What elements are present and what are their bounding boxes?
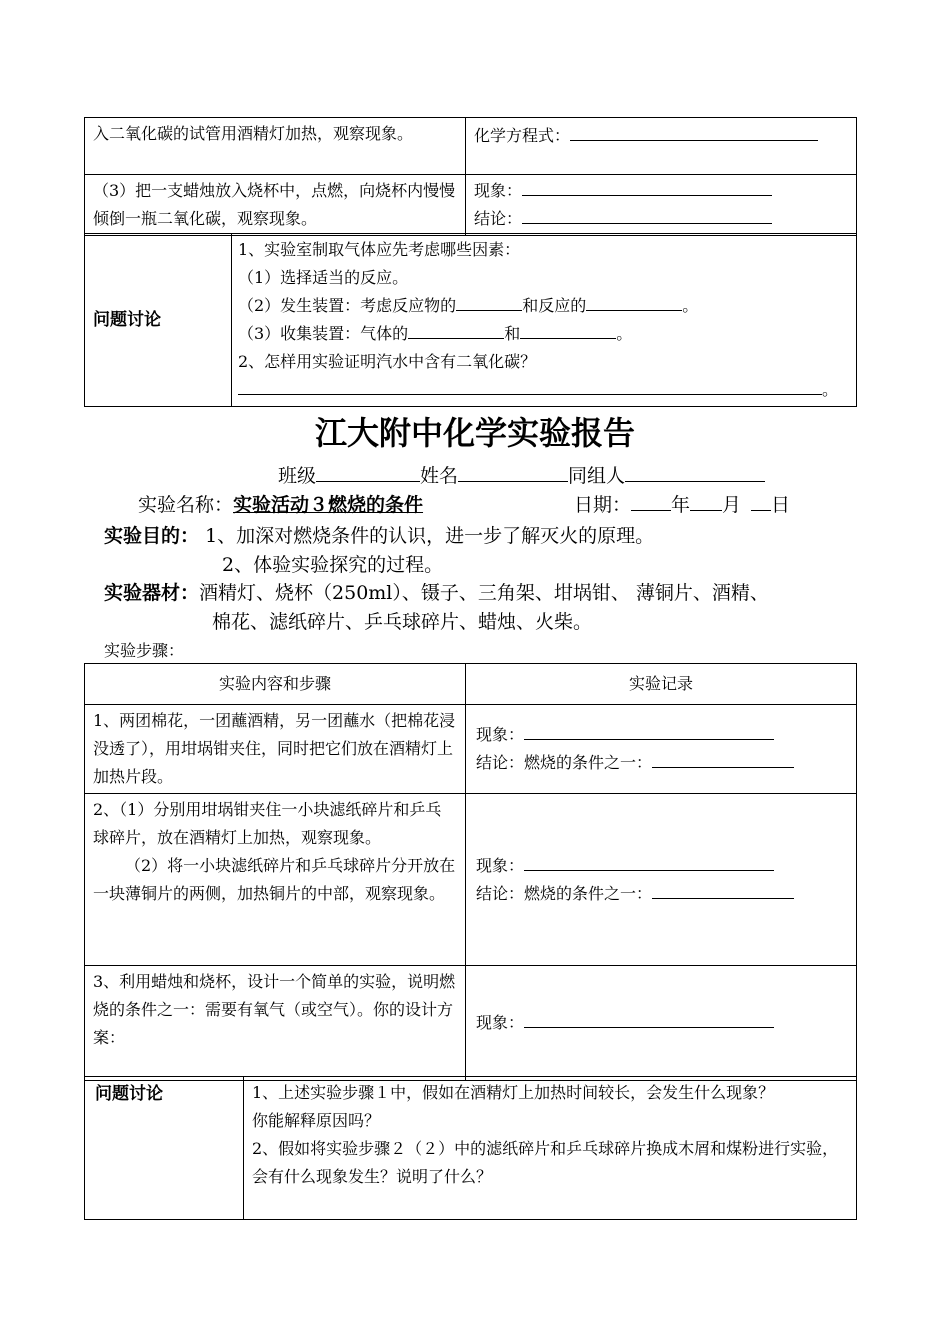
top-row2-right: 现象： 结论：	[466, 175, 857, 236]
report-title: 江大附中化学实验报告	[314, 414, 635, 452]
step2-content: 2、（1）分别用坩埚钳夹住一小块滤纸碎片和乒乓球碎片，放在酒精灯上加热，观察现象。 （2）将一小块滤纸碎片和乒乓球碎片分开放在一块薄铜片的两侧，加热铜片的中部，观察现象。	[85, 794, 466, 966]
top-discussion-label-cell	[85, 234, 232, 407]
purpose-item-1: 1、加深对燃烧条件的认识，进一步了解灭火的原理。	[205, 525, 655, 547]
steps-discussion-label-cell	[85, 1077, 244, 1220]
step1-content: 1、两团棉花，一团蘸酒精，另一团蘸水（把棉花浸没透了），用坩埚钳夹住，同时把它们放在酒精灯上加热片段。	[85, 705, 466, 794]
steps-table	[84, 663, 857, 1081]
discussion-label: 问题讨论	[93, 310, 161, 330]
class-input[interactable]	[316, 463, 420, 482]
reactant-blank[interactable]	[456, 292, 522, 311]
equipment-section	[104, 579, 769, 608]
step2-conclusion-blank[interactable]	[652, 880, 794, 899]
step1-phenomenon-blank[interactable]	[524, 721, 774, 740]
month-input[interactable]	[690, 492, 722, 511]
top-discussion-content: 1、实验室制取气体应先考虑哪些因素： （1）选择适当的反应。 （2）发生装置：考虑反应物的 和反应的 。 （3）收集装置：气体的 和 。 2、怎样用实验证明汽水中含有二氧化碳？ 。	[232, 234, 857, 407]
equipment-label: 实验器材：	[104, 582, 200, 604]
conclusion-blank[interactable]	[522, 205, 772, 224]
student-info-row: 班级 姓名 同组人	[278, 462, 765, 490]
top-continuation-table	[84, 117, 857, 236]
step3-record: 现象：	[466, 966, 857, 1081]
step3-phenomenon-blank[interactable]	[524, 1009, 774, 1028]
name-input[interactable]	[458, 463, 568, 482]
step3-content: 3、利用蜡烛和烧杯，设计一个简单的实验，说明燃烧的条件之一：需要有氧气（或空气）。你的设计方案：	[85, 966, 466, 1081]
year-input[interactable]	[631, 492, 671, 511]
top-row1-right: 化学方程式：	[466, 118, 857, 175]
steps-discussion-content: 1、上述实验步骤１中，假如在酒精灯上加热时间较长，会发生什么现象？ 你能解释原因吗？ 2、假如将实验步骤２（２）中的滤纸碎片和乒乓球碎片换成木屑和煤粉进行实验，会有什么现象发生？说明了什么？	[244, 1077, 857, 1220]
step2-record: 现象： 结论：燃烧的条件之一：	[466, 794, 857, 966]
step2-phenomenon-blank[interactable]	[524, 852, 774, 871]
equipment-line-1: 酒精灯、烧杯（250ml）、镊子、三角架、坩埚钳、 薄铜片、酒精、	[199, 582, 769, 604]
purpose-label: 实验目的：	[104, 525, 200, 547]
phenomenon-blank[interactable]	[522, 177, 772, 196]
experiment-name-row: 实验名称：实验活动３燃烧的条件	[138, 491, 481, 519]
steps-header-right: 实验记录	[466, 664, 857, 705]
equation-blank[interactable]	[570, 122, 818, 141]
step1-record: 现象： 结论：燃烧的条件之一：	[466, 705, 857, 794]
steps-header-left: 实验内容和步骤	[85, 664, 466, 705]
experiment-name: 实验活动３燃烧的条件	[233, 494, 424, 516]
reaction-condition-blank[interactable]	[586, 292, 682, 311]
day-input[interactable]	[751, 492, 771, 511]
steps-discussion-table	[84, 1076, 857, 1220]
top-row2-left: （3）把一支蜡烛放入烧杯中，点燃，向烧杯内慢慢倾倒一瓶二氧化碳，观察现象。	[85, 175, 466, 236]
equipment-line-2: 棉花、滤纸碎片、乒乓球碎片、蜡烛、火柴。	[212, 611, 593, 633]
top-discussion-table	[84, 233, 857, 407]
purpose-item-2: 2、体验实验探究的过程。	[222, 554, 444, 576]
partner-input[interactable]	[625, 463, 765, 482]
gas-property1-blank[interactable]	[408, 320, 504, 339]
top-row1-left: 入二氧化碳的试管用酒精灯加热，观察现象。	[85, 118, 466, 175]
gas-property2-blank[interactable]	[520, 320, 616, 339]
date-row: 日期： 年 月 日	[574, 494, 791, 516]
answer-blank[interactable]	[238, 376, 822, 395]
steps-label: 实验步骤：	[104, 641, 185, 660]
purpose-section	[104, 522, 654, 551]
step1-conclusion-blank[interactable]	[652, 749, 794, 768]
steps-discussion-label: 问题讨论	[95, 1084, 163, 1104]
